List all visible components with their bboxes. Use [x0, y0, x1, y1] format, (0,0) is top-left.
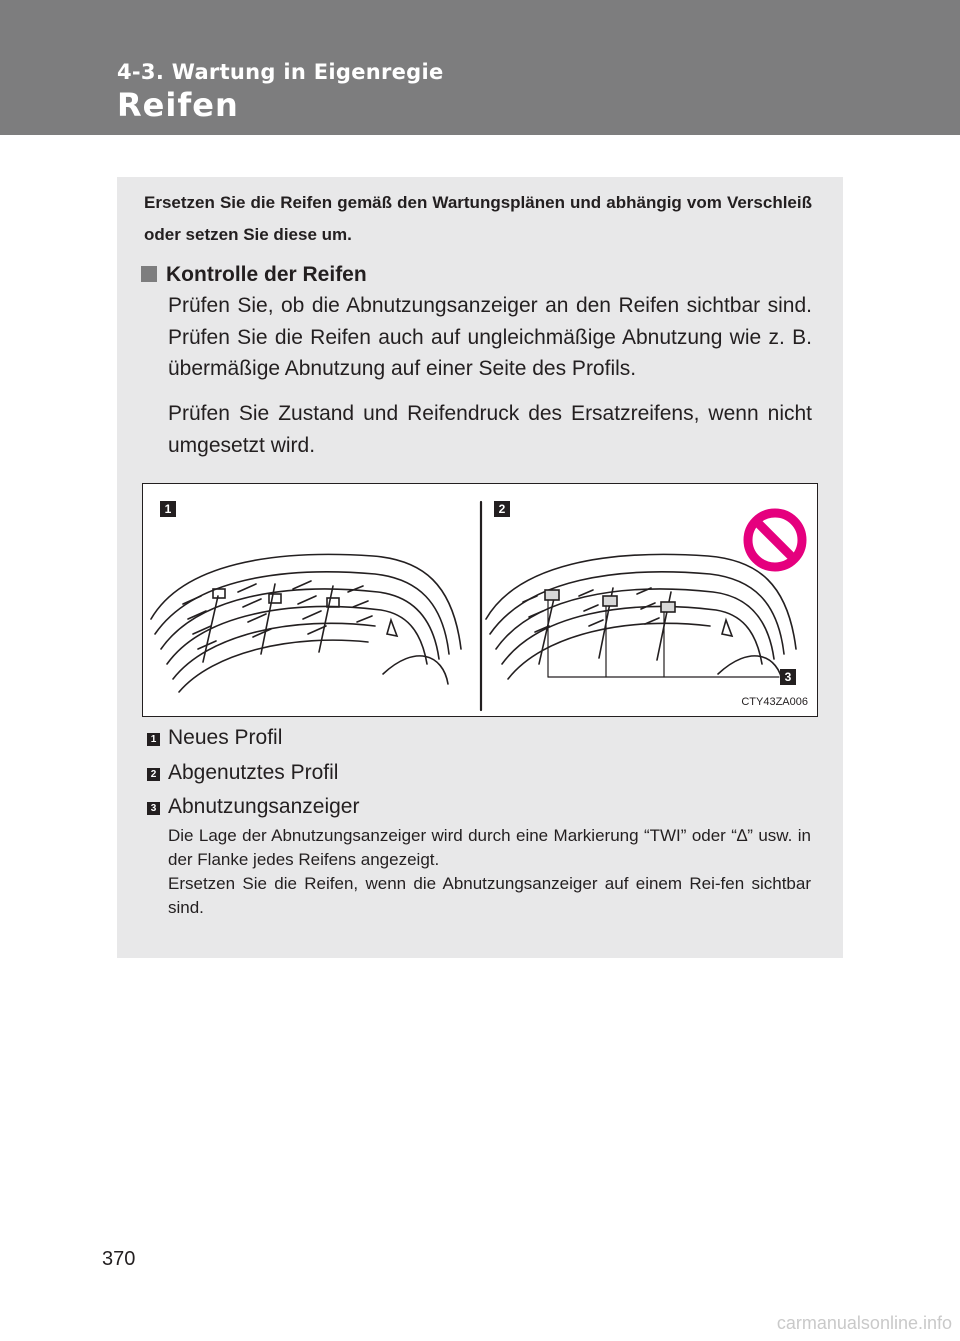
legend-badge-3: 3: [147, 802, 160, 815]
legend-label: Neues Profil: [168, 726, 283, 749]
prohibited-sign-icon: [748, 513, 802, 567]
tire-tread-illustration: [143, 484, 819, 718]
figure-code: CTY43ZA006: [741, 696, 808, 708]
wear-indicator-note: [168, 824, 811, 920]
worn-tread-tire-drawing: [486, 554, 796, 684]
page-title: Reifen: [117, 86, 239, 124]
watermark: carmanualsonline.info: [776, 1313, 952, 1333]
legend-badge-2: 2: [147, 768, 160, 781]
legend-label: Abgenutztes Profil: [168, 761, 339, 784]
square-bullet-icon: [141, 266, 157, 282]
new-tread-tire-drawing: [151, 554, 461, 692]
figure-badge-1: 1: [160, 501, 176, 517]
subsection-heading-text: Kontrolle der Reifen: [166, 263, 367, 286]
figure-badge-2: 2: [494, 501, 510, 517]
section-label: 4-3. Wartung in Eigenregie: [117, 60, 444, 84]
figure-badge-3: 3: [780, 669, 796, 685]
paragraph-spare-tire: Prüfen Sie Zustand und Reifendruck des Ersatzreifens, wenn nicht umgesetzt wird.: [168, 402, 812, 457]
legend-badge-1: 1: [147, 733, 160, 746]
note-paragraph: Ersetzen Sie die Reifen, wenn die Abnutzungsanzeiger auf einem Rei-fen sichtbar sind.: [168, 874, 811, 917]
subsection-heading: [141, 261, 367, 289]
tire-tread-figure: [142, 483, 818, 717]
paragraph-check-indicators: Prüfen Sie, ob die Abnutzungsanzeiger an den Reifen sichtbar sind. Prüfen Sie die Reifen auch auf ungleichmäßige Abnutzung wie z. B. übermäßige Abnutzung auf einer Seite des Profils.: [168, 294, 812, 380]
intro-text: Ersetzen Sie die Reifen gemäß den Wartungsplänen und abhängig vom Verschleiß oder setzen Sie diese um.: [144, 193, 812, 244]
note-paragraph: Die Lage der Abnutzungsanzeiger wird durch eine Markierung “TWI” oder “∆” usw. in der Flanke jedes Reifens angezeigt.: [168, 826, 811, 869]
page-number: 370: [102, 1248, 136, 1270]
legend-label: Abnutzungsanzeiger: [168, 795, 360, 818]
chapter-header-band: [0, 0, 960, 135]
